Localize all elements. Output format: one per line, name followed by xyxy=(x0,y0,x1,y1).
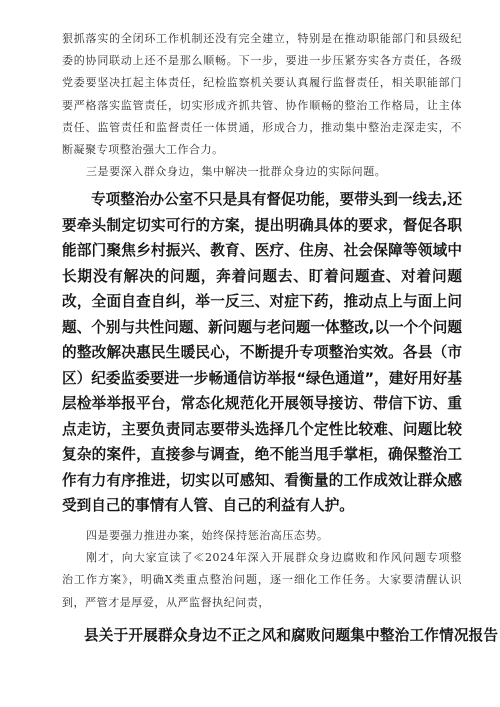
paragraph-point-four: 四是要强力推进办案，始终保持惩治高压态势。 xyxy=(86,528,329,542)
paragraph-point-three: 三是要深入群众身边，集中解决一批群众身边的实际问题。 xyxy=(86,165,387,179)
paragraph-rectification: 专项整治办公室不只是具有督促功能，要带头到一线去,还要牵头制定切实可行的方案，提出明确具体的要求，督促各职能部门聚焦乡村振兴、教育、医疗、住房、社会保障等领域中长期没有解决的问题，奔着问题去、盯着问题查、对着问题改，全面自查自纠，举一反三、对症下药，推动点上与面上问题、个别与共性问题、新问题与老问题一体整改,以一个个问题的整改解决惠民生暖民心，不断提升专项整治实效。各县（市区）纪委监委要进一步畅通信访举报“绿色通道”，建好用好基层检举举报平台，常态化规范化开展领导接访、带信下访、重点走访，主要负责同志要带头选择几个定性比较难、问题比较复杂的案件，直接参与调查，绝不能当甩手掌柜，确保整治工作有力有序推进，切实以可感知、看衡量的工作成效让群众感受到自己的事情有人管、自己的利益有人护。 xyxy=(62,191,462,515)
paragraph-responsibility: 狠抓落实的全闭环工作机制还没有完全建立，特别是在推动职能部门和县级纪委的协同联动上还不是那么顺畅。下一步，要进一步压紧夯实各方责任，各级党委要坚决扛起主体责任，纪检监察机关要认真履行监督责任，相关职能部门要严格落实监管责任，切实形成齐抓共管、协作顺畅的整治工作格局，让主体责任、监管责任和监督责任一体贯通，形成合力，推动集中整治走深走实，不断凝聚专项整治强大工作合力。 xyxy=(62,32,462,157)
report-title: 县关于开展群众身边不正之风和腐败问题集中整治工作情况报告 xyxy=(84,626,499,644)
paragraph-announcement: 刚才，向大家宣读了≪2024年深入开展群众身边腐败和作风问题专项整治工作方案》，明确X类重点整治问题，逐一细化工作任务。大家要清醒认识到，严管才是厚爱，从严监督执纪问责， xyxy=(62,551,462,609)
